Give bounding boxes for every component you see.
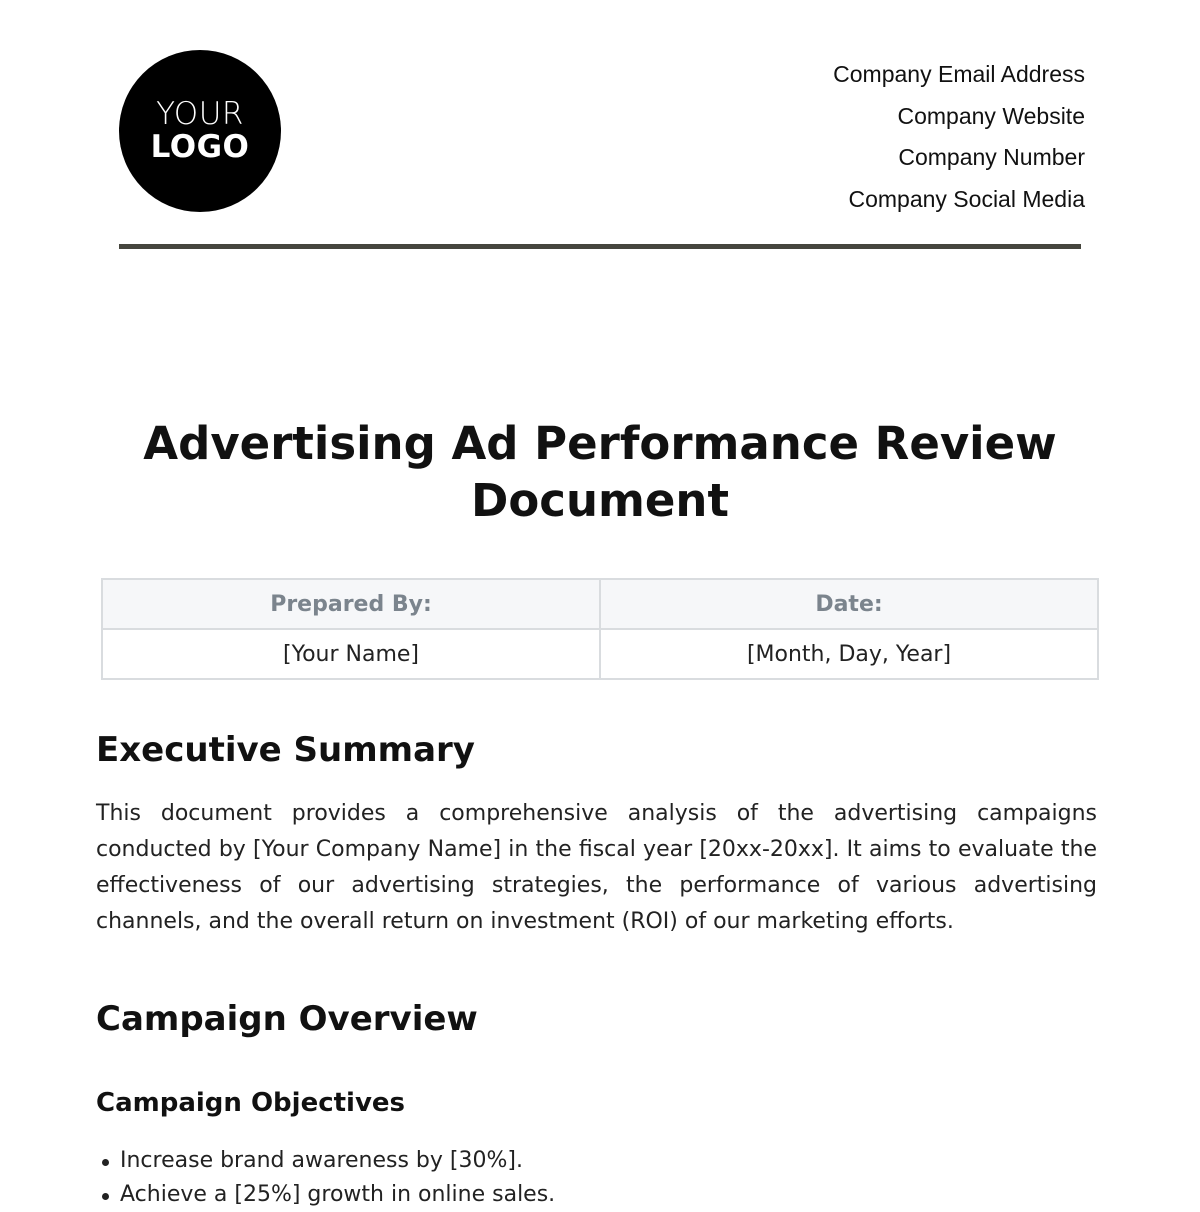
company-website: Company Website	[897, 102, 1085, 129]
executive-summary-paragraph: This document provides a comprehensive analysis of the advertising campaigns conducted by [Your Company Name] in the fiscal year [20xx-20xx]. It aims to evaluate the effectiveness of our advertising strategies, the performance of various advertising channels, and the overall return on investment (ROI) of our marketing efforts.	[96, 801, 1097, 934]
prepared-by-header: Prepared By:	[102, 579, 600, 629]
date-header: Date:	[600, 579, 1098, 629]
table-header-row	[102, 579, 1098, 629]
campaign-objectives-list	[96, 1144, 555, 1212]
prepared-by-value: [Your Name]	[102, 629, 600, 679]
company-number: Company Number	[898, 144, 1085, 170]
company-contact-block	[833, 54, 1085, 220]
campaign-overview-heading: Campaign Overview	[96, 999, 478, 1039]
logo-line-1: YOUR	[156, 96, 244, 132]
logo-line-2: LOGO	[150, 129, 250, 165]
campaign-objectives-heading: Campaign Objectives	[96, 1088, 406, 1118]
list-item: Increase brand awareness by [30%].	[96, 1144, 555, 1178]
company-social-media: Company Social Media	[848, 185, 1085, 212]
document-title: Advertising Ad Performance Review Document	[143, 417, 1057, 527]
date-value: [Month, Day, Year]	[600, 629, 1098, 679]
header-divider	[119, 244, 1081, 249]
company-logo	[119, 50, 281, 212]
table-row	[102, 629, 1098, 679]
executive-summary-heading: Executive Summary	[96, 730, 475, 770]
list-item: Achieve a [25%] growth in online sales.	[96, 1178, 555, 1212]
company-email: Company Email Address	[833, 61, 1085, 87]
prepared-by-date-table	[101, 578, 1099, 680]
